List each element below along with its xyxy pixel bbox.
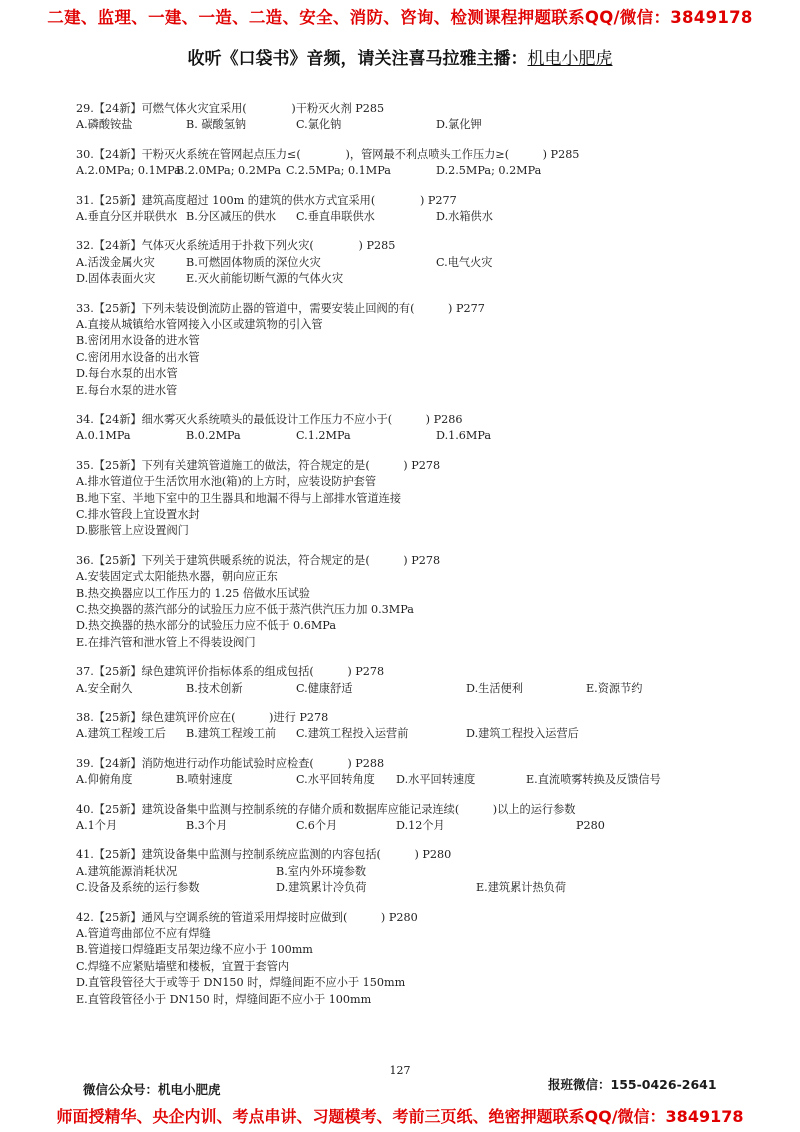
option-row [76, 255, 736, 271]
question-31 [76, 193, 736, 226]
question-32 [76, 238, 736, 287]
question-stem: 40.【25新】建筑设备集中监测与控制系统的存储介质和数据库应能记录连续( )以上的运行参数 [76, 802, 576, 816]
option-row [76, 818, 736, 834]
answer-option: A.建筑能源消耗状况 [76, 864, 178, 878]
answer-option: E.直流喷雾转换及反馈信号 [526, 773, 661, 787]
answer-option: E.灭火前能切断气源的气体火灾 [186, 272, 344, 286]
answer-option: P280 [576, 819, 605, 833]
answer-option: A.直接从城镇给水管网接入小区或建筑物的引入管 [76, 317, 323, 331]
question-30 [76, 147, 736, 180]
option-row [76, 880, 736, 896]
answer-option: C.6个月 [296, 819, 338, 833]
question-35 [76, 458, 736, 540]
question-40 [76, 802, 736, 835]
answer-option: B.可燃固体物质的深位火灾 [186, 255, 321, 269]
question-38 [76, 710, 736, 743]
question-stem: 39.【24新】消防炮进行动作功能试验时应检查( ) P288 [76, 756, 385, 770]
answer-option: A.排水管道位于生活饮用水池(箱)的上方时，应装设防护套管 [76, 475, 377, 489]
question-37 [76, 664, 736, 697]
bottom-promo-banner: 师面授精华、央企内训、考点串讲、习题模考、考前三页纸、绝密押题联系QQ/微信：3849178 [56, 1107, 744, 1126]
answer-option: D.固体表面火灾 [76, 272, 156, 286]
answer-option: D.热交换器的热水部分的试验压力应不低于 0.6MPa [76, 619, 337, 633]
answer-option: B.地下室、半地下室中的卫生器具和地漏不得与上部排水管道连接 [76, 491, 402, 505]
answer-option: B.技术创新 [186, 681, 243, 695]
subtitle-prefix: 收听《口袋书》音频，请关注喜马拉雅主播： [187, 49, 528, 69]
audio-subtitle [0, 44, 800, 69]
answer-option: C.健康舒适 [296, 681, 353, 695]
answer-option: C.设备及系统的运行参数 [76, 881, 200, 895]
answer-option: E.建筑累计热负荷 [476, 881, 567, 895]
answer-option: E.每台水泵的进水管 [76, 383, 178, 397]
question-stem: 37.【25新】绿色建筑评价指标体系的组成包括( ) P278 [76, 665, 385, 679]
answer-option: D.氯化钾 [436, 118, 482, 132]
answer-option: D.建筑累计冷负荷 [276, 881, 367, 895]
question-stem: 35.【25新】下列有关建筑管道施工的做法，符合规定的是( ) P278 [76, 458, 441, 472]
answer-option: B.热交换器应以工作压力的 1.25 倍做水压试验 [76, 586, 310, 600]
question-33 [76, 301, 736, 399]
answer-option: D.水平回转速度 [396, 773, 476, 787]
answer-option: A.活泼金属火灾 [76, 255, 155, 269]
question-29 [76, 101, 736, 134]
answer-option: E.在排汽管和泄水管上不得装设阀门 [76, 635, 256, 649]
answer-option: C.水平回转角度 [296, 773, 375, 787]
option-row [76, 271, 736, 287]
answer-option: A.0.1MPa [76, 429, 131, 443]
question-stem: 36.【25新】下列关于建筑供暖系统的说法，符合规定的是( ) P278 [76, 553, 441, 567]
subtitle-host: 机电小肥虎 [527, 49, 613, 69]
option-row [76, 428, 736, 444]
answer-option: B.密闭用水设备的进水管 [76, 334, 200, 348]
answer-option: C.电气火灾 [436, 255, 493, 269]
question-stem: 41.【25新】建筑设备集中监测与控制系统应监测的内容包括( ) P280 [76, 848, 452, 862]
answer-option: A.垂直分区并联供水 [76, 210, 178, 223]
answer-option: E.直管段管径小于 DN150 时，焊缝间距不应小于 100mm [76, 992, 372, 1006]
question-34 [76, 412, 736, 445]
answer-option: B.3个月 [186, 819, 228, 833]
question-39 [76, 756, 736, 789]
question-list [76, 101, 736, 1021]
question-stem: 38.【25新】绿色建筑评价应在( )进行 P278 [76, 711, 329, 725]
answer-option: A.管道弯曲部位不应有焊缝 [76, 927, 211, 941]
question-stem: 33.【25新】下列未装设倒流防止器的管道中，需要安装止回阀的有( ) P277 [76, 301, 485, 315]
question-stem: 31.【25新】建筑高度超过 100m 的建筑的供水方式宜采用( ) P277 [76, 193, 457, 207]
answer-option: E.资源节约 [586, 681, 643, 695]
answer-option: B.管道接口焊缝距支吊架边缘不应小于 100mm [76, 943, 313, 957]
option-row [76, 726, 736, 742]
answer-option: C.建筑工程投入运营前 [296, 727, 409, 741]
question-36 [76, 553, 736, 651]
answer-option: D.2.5MPa; 0.2MPa [436, 164, 542, 178]
answer-option: D.建筑工程投入运营后 [466, 727, 579, 741]
option-row [76, 772, 736, 788]
answer-option: C.热交换器的蒸汽部分的试验压力应不低于蒸汽供汽压力加 0.3MPa [76, 603, 414, 617]
answer-option: B.建筑工程竣工前 [186, 727, 277, 741]
answer-option: D.1.6MPa [436, 429, 492, 443]
answer-option: A.建筑工程竣工后 [76, 727, 166, 741]
answer-option: D.水箱供水 [436, 210, 493, 223]
answer-option: B.室内外环境参数 [276, 864, 367, 878]
option-row [76, 163, 736, 179]
option-row [76, 117, 736, 133]
answer-option: A.安装固定式太阳能热水器，朝向应正东 [76, 570, 278, 584]
answer-option: D.生活便利 [466, 681, 523, 695]
answer-option: B. 碳酸氢钠 [186, 118, 247, 132]
enroll-contact: 报班微信：155-0426-2641 [548, 1077, 717, 1092]
option-row [76, 209, 736, 225]
answer-option: C.氯化钠 [296, 118, 342, 132]
question-42 [76, 910, 736, 1008]
answer-option: B.0.2MPa [186, 429, 241, 443]
answer-option: A.磷酸铵盐 [76, 118, 133, 132]
wechat-account: 微信公众号：机电小肥虎 [83, 1082, 221, 1097]
answer-option: A.2.0MPa; 0.1MPa [76, 164, 181, 178]
answer-option: C.1.2MPa [296, 429, 351, 443]
option-row [76, 681, 736, 697]
question-stem: 30.【24新】干粉灭火系统在管网起点压力≤( )，管网最不利点喷头工作压力≥( ) P285 [76, 147, 580, 161]
page-number: 127 [389, 1064, 411, 1077]
question-stem: 42.【25新】通风与空调系统的管道采用焊接时应做到( ) P280 [76, 910, 418, 924]
answer-option: A.仰俯角度 [76, 773, 133, 787]
answer-option: D.直管段管径大于或等于 DN150 时，焊缝间距不应小于 150mm [76, 976, 406, 990]
question-stem: 32.【24新】气体灭火系统适用于扑救下列火灾( ) P285 [76, 239, 396, 253]
top-promo-banner: 二建、监理、一建、一造、二造、安全、消防、咨询、检测课程押题联系QQ/微信：3849178 [47, 8, 753, 27]
answer-option: A.1个月 [76, 819, 118, 833]
answer-option: D.每台水泵的出水管 [76, 367, 178, 381]
answer-option: C.密闭用水设备的出水管 [76, 350, 200, 364]
answer-option: C.垂直串联供水 [296, 210, 375, 223]
answer-option: C.焊缝不应紧贴墙壁和楼板，宜置于套管内 [76, 959, 290, 973]
answer-option: D.膨胀管上应设置阀门 [76, 524, 189, 538]
answer-option: B.分区减压的供水 [186, 210, 277, 223]
answer-option: C.2.5MPa; 0.1MPa [286, 164, 391, 178]
answer-option: C.排水管段上宜设置水封 [76, 508, 200, 522]
option-row [76, 864, 736, 880]
answer-option: A.安全耐久 [76, 681, 133, 695]
question-41 [76, 847, 736, 896]
answer-option: B.2.0MPa; 0.2MPa [176, 164, 281, 178]
question-stem: 34.【24新】细水雾灭火系统喷头的最低设计工作压力不应小于( ) P286 [76, 413, 463, 427]
answer-option: D.12个月 [396, 819, 445, 833]
answer-option: B.喷射速度 [176, 773, 233, 787]
question-stem: 29.【24新】可燃气体火灾宜采用( )干粉灭火剂 P285 [76, 102, 385, 115]
